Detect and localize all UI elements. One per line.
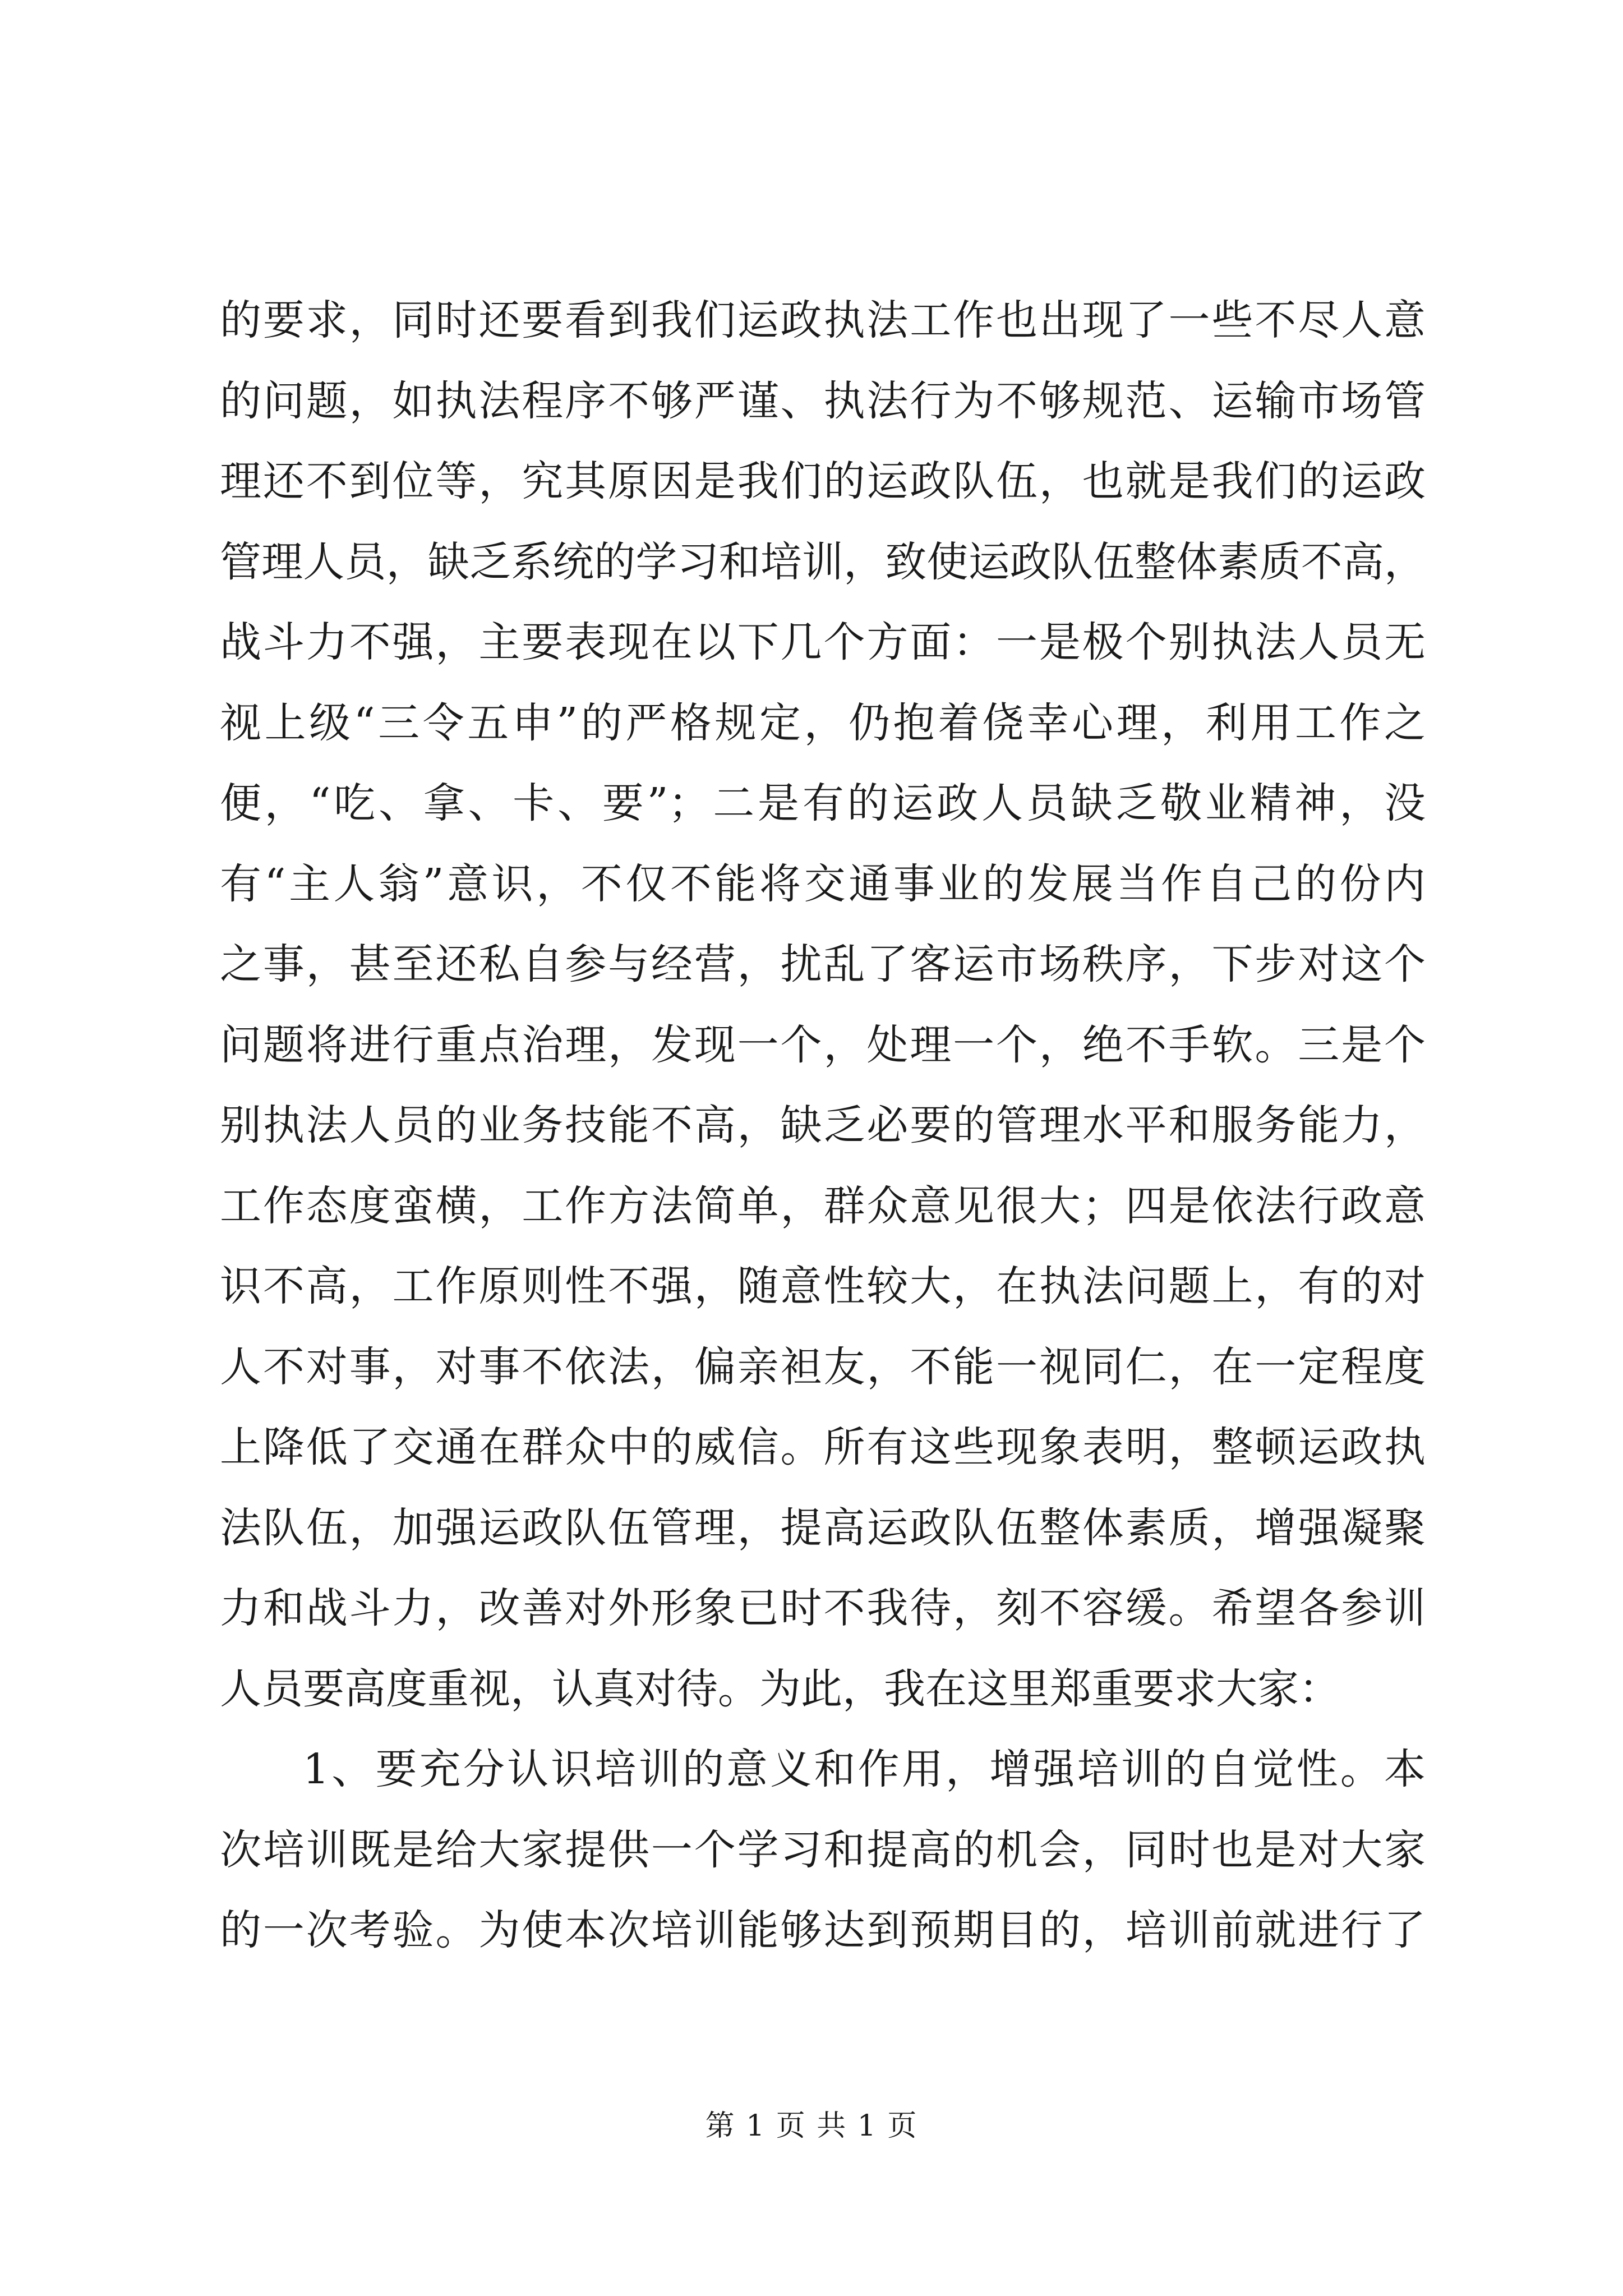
text-line: 的要求，同时还要看到我们运政执法工作也出现了一些不尽人意 xyxy=(220,296,1426,344)
text-line: 人不对事，对事不依法，偏亲袒友，不能一视同仁，在一定程度 xyxy=(220,1342,1426,1391)
text-line: 理还不到位等，究其原因是我们的运政队伍，也就是我们的运政 xyxy=(220,457,1426,505)
text-line: 法队伍，加强运政队伍管理，提高运政队伍整体素质，增强凝聚 xyxy=(220,1503,1426,1552)
text-line: 工作态度蛮横，工作方法简单，群众意见很大；四是依法行政意 xyxy=(220,1181,1426,1230)
text-line: 视上级“三令五申”的严格规定，仍抱着侥幸心理，利用工作之 xyxy=(220,698,1426,747)
text-line: 的问题，如执法程序不够严谨、执法行为不够规范、运输市场管 xyxy=(220,376,1426,425)
text-line: 问题将进行重点治理，发现一个，处理一个，绝不手软。三是个 xyxy=(220,1020,1426,1069)
text-line: 人员要高度重视，认真对待。为此，我在这里郑重要求大家： xyxy=(220,1664,1340,1713)
text-line: 1、要充分认识培训的意义和作用，增强培训的自觉性。本 xyxy=(303,1745,1426,1793)
body-text xyxy=(220,280,1426,1971)
text-line: 力和战斗力，改善对外形象已时不我待，刻不容缓。希望各参训 xyxy=(220,1584,1426,1632)
text-line: 有“主人翁”意识，不仅不能将交通事业的发展当作自己的份内 xyxy=(220,859,1426,908)
page-number: 第 1 页 共 1 页 xyxy=(705,2109,918,2143)
text-line: 便，“吃、拿、卡、要”；二是有的运政人员缺乏敬业精神，没 xyxy=(220,779,1426,827)
text-line: 上降低了交通在群众中的威信。所有这些现象表明，整顿运政执 xyxy=(220,1423,1426,1471)
text-line: 的一次考验。为使本次培训能够达到预期目的，培训前就进行了 xyxy=(220,1906,1426,1954)
page-footer xyxy=(0,2106,1623,2146)
text-line: 次培训既是给大家提供一个学习和提高的机会，同时也是对大家 xyxy=(220,1825,1426,1874)
text-line: 识不高，工作原则性不强，随意性较大，在执法问题上，有的对 xyxy=(220,1262,1426,1310)
text-line: 战斗力不强，主要表现在以下几个方面：一是极个别执法人员无 xyxy=(220,618,1426,666)
text-line: 之事，甚至还私自参与经营，扰乱了客运市场秩序，下步对这个 xyxy=(220,940,1426,988)
text-line: 管理人员，缺乏系统的学习和培训，致使运政队伍整体素质不高， xyxy=(220,537,1426,586)
text-line: 别执法人员的业务技能不高，缺乏必要的管理水平和服务能力， xyxy=(220,1101,1426,1149)
